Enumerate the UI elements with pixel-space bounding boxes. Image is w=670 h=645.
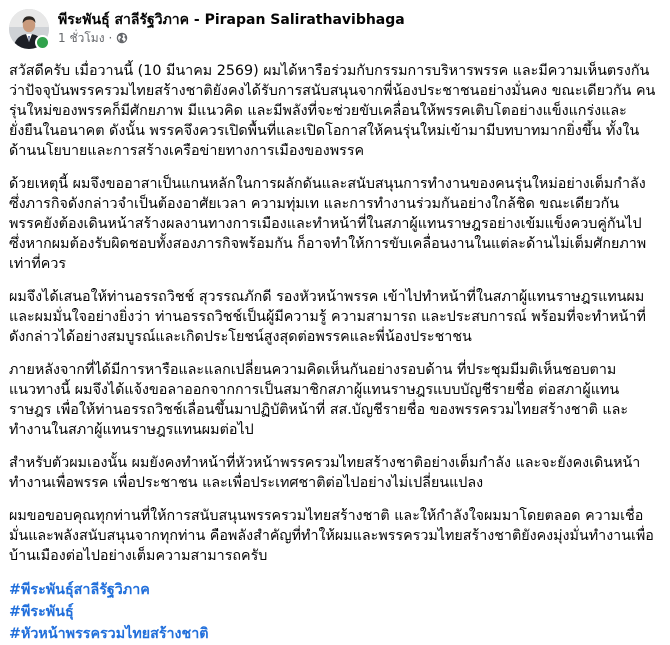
- post-meta: [58, 30, 405, 46]
- author-name[interactable]: พีระพันธุ์ สาลีรัฐวิภาค - Pirapan Salirathavibhaga: [58, 12, 405, 28]
- post-paragraph: ผมขอขอบคุณทุกท่านที่ให้การสนับสนุนพรรครวมไทยสร้างชาติ และให้กำลังใจผมมาโดยตลอด ความเชื่อมั่นและพลังสนับสนุนจากทุกท่าน คือพลังสำคัญที่ทำให้ผมและพรรครวมไทยสร้างชาติยังคงมุ่งมั่นทำงานเพื่อบ้านเมืองต่อไปอย่างเต็มความสามารถครับ: [9, 508, 654, 564]
- post-timestamp[interactable]: 1 ชั่วโมง: [58, 31, 105, 45]
- post-body: [9, 61, 656, 645]
- post-paragraph: ผมจึงได้เสนอให้ท่านอรรถวิชช์ สุวรรณภักดี รองหัวหน้าพรรค เข้าไปทำหน้าที่ในสภาผู้แทนราษฎรแทนผม และผมมั่นใจอย่างยิ่งว่า ท่านอรรถวิชช์เป็นผู้มีความรู้ ความสามารถ และประสบการณ์ พร้อมที่จะทำหน้าที่ดังกล่าวได้อย่างสมบูรณ์และเกิดประโยชน์สูงสุดต่อพรรคและพี่น้องประชาชน: [9, 289, 646, 345]
- online-status-indicator: [35, 35, 50, 50]
- post-paragraph: สวัสดีครับ เมื่อวานนี้ (10 มีนาคม 2569) ผมได้หารือร่วมกับกรรมการบริหารพรรค และมีความเห็นตรงกันว่าปัจจุบันพรรครวมไทยสร้างชาติยังคงได้รับการสนับสนุนจากพี่น้องประชาชนอย่างมั่นคง ขณะเดียวกัน คนรุ่นใหม่ของพรรคก็มีศักยภาพ มีแนวคิด และมีพลังที่จะช่วยขับเคลื่อนให้พรรคเติบโตอย่างแข็งแกร่งและยั่งยืนในอนาคต ดังนั้น พรรคจึงควรเปิดพื้นที่และเปิดโอกาสให้คนรุ่นใหม่เข้ามามีบทบาทมากยิ่งขึ้น ทั้งในด้านนโยบายและการสร้างเครือข่ายทางการเมืองของพรรค: [9, 63, 656, 159]
- hashtag-link[interactable]: #พีระพันธุ์: [9, 604, 74, 620]
- hashtag-link[interactable]: #หัวหน้าพรรครวมไทยสร้างชาติ: [9, 626, 209, 642]
- post-header-text: [58, 9, 405, 46]
- author-avatar[interactable]: [9, 9, 49, 49]
- globe-icon[interactable]: [116, 32, 128, 44]
- meta-separator: ·: [108, 31, 113, 45]
- hashtag-link[interactable]: #พีระพันธุ์สาลีรัฐวิภาค: [9, 582, 150, 598]
- post-header: [9, 9, 656, 55]
- post-paragraph: ด้วยเหตุนี้ ผมจึงขออาสาเป็นแกนหลักในการผลักดันและสนับสนุนการทำงานของคนรุ่นใหม่อย่างเต็มกำลัง ซึ่งภารกิจดังกล่าวจำเป็นต้องอาศัยเวลา ความทุ่มเท และการทำงานร่วมกันอย่างใกล้ชิด ขณะเดียวกัน พรรคยังต้องเดินหน้าสร้างผลงานทางการเมืองและทำหน้าที่ในสภาผู้แทนราษฎรอย่างเข้มแข็งควบคู่กันไป ซึ่งหากผมต้องรับผิดชอบทั้งสองภารกิจพร้อมกัน ก็อาจทำให้การขับเคลื่อนงานในแต่ละด้านไม่เต็มศักยภาพเท่าที่ควร: [9, 176, 647, 272]
- post-paragraph: สำหรับตัวผมเองนั้น ผมยังคงทำหน้าที่หัวหน้าพรรครวมไทยสร้างชาติอย่างเต็มกำลัง และจะยังคงเดินหน้าทำงานเพื่อพรรค เพื่อประชาชน และเพื่อประเทศชาติต่อไปอย่างไม่เปลี่ยนแปลง: [9, 455, 641, 491]
- hashtag-list: [9, 579, 656, 645]
- post-paragraph: ภายหลังจากที่ได้มีการหารือและแลกเปลี่ยนความคิดเห็นกันอย่างรอบด้าน ที่ประชุมมีมติเห็นชอบตามแนวทางนี้ ผมจึงได้แจ้งขอลาออกจากการเป็นสมาชิกสภาผู้แทนราษฎรแบบบัญชีรายชื่อ ต่อสภาผู้แทนราษฎร เพื่อให้ท่านอรรถวิชช์เลื่อนขึ้นมาปฏิบัติหน้าที่ สส.บัญชีรายชื่อ ของพรรครวมไทยสร้างชาติ และทำงานในสภาผู้แทนราษฎรแทนผมต่อไป: [9, 362, 629, 438]
